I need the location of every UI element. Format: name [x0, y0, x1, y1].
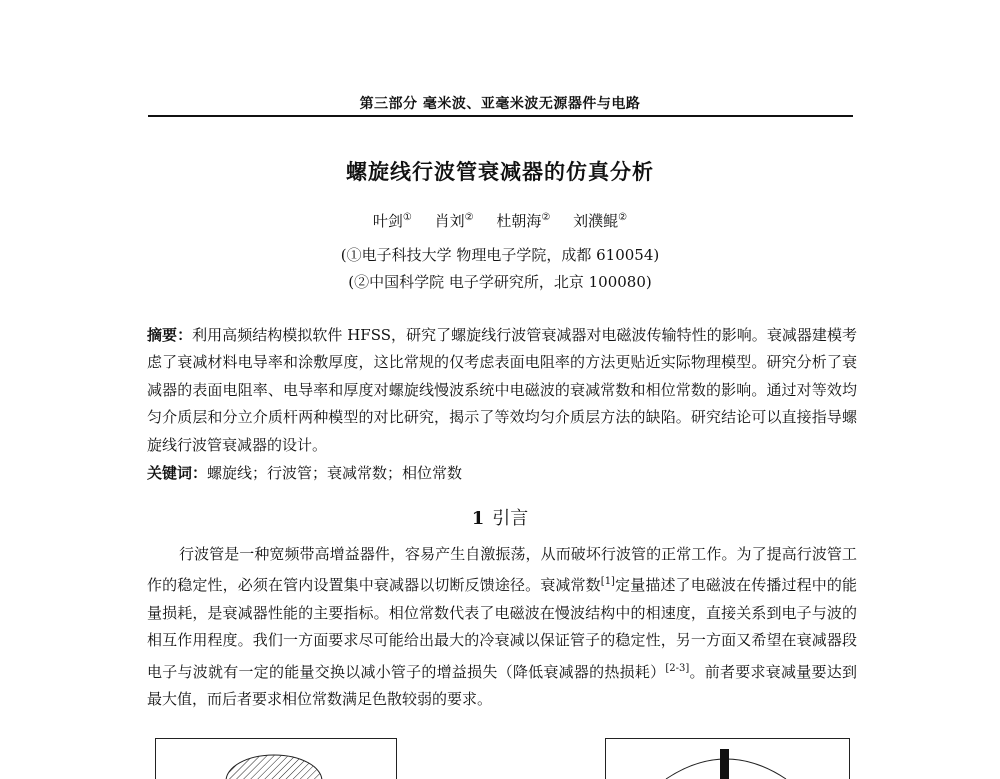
- author-list: [150, 210, 850, 231]
- author-name: 叶剑: [372, 212, 403, 230]
- figure-left-partial: [155, 738, 397, 779]
- affiliation-2: (②中国科学院 电子学研究所，北京 100080): [348, 273, 652, 291]
- discrete-rod-figure: [606, 739, 849, 779]
- hatched-circle-shape: [226, 755, 322, 779]
- intro-text-2: 定量描述了电磁波在传播过程中的能量损耗，是衰减器性能的主要指标。相位常数代表了电磁波在慢波结构中的相速度，直接关系到电子与波的相互作用程度。我们一方面要求尽可能给出最大的冷衰减以保证管子的稳定性，另一方面又希望在衰减器段电子与波就有一定的能量交换以减小管子的增益损失（降低衰减器的热损耗）: [147, 576, 857, 681]
- figure-right-partial: [605, 738, 850, 779]
- paper-title: 螺旋线行波管衰减器的仿真分析: [346, 160, 654, 184]
- affiliation-mark: ②: [541, 212, 551, 223]
- intro-text-3: 。前者要求衰减量要达到最大值，而后者要求相位常数满足色散较弱的要求。: [147, 662, 857, 709]
- author: [435, 212, 474, 230]
- keywords-label: 关键词：: [147, 464, 208, 482]
- abstract-label: 摘要：: [147, 326, 193, 344]
- author: [496, 212, 550, 230]
- author: [373, 212, 412, 230]
- author-name: 肖刘: [434, 212, 465, 230]
- attenuator-cross-section-figure: [156, 739, 396, 779]
- section-title: 引言: [492, 508, 529, 529]
- affiliation-mark: ①: [402, 212, 412, 223]
- citation-ref: [1]: [600, 576, 615, 588]
- abstract: [147, 322, 857, 459]
- section-number: 1: [471, 508, 485, 529]
- author: [573, 212, 627, 230]
- author-name: 刘濮鲲: [573, 212, 619, 230]
- intro-paragraph: [147, 541, 857, 713]
- citation-ref: [2-3]: [665, 662, 690, 674]
- header-rule: [148, 115, 853, 117]
- affiliation-mark: ②: [464, 212, 474, 223]
- affiliation-mark: ②: [618, 212, 628, 223]
- author-name: 杜朝海: [496, 212, 542, 230]
- keywords-text: 螺旋线；行波管；衰减常数；相位常数: [207, 464, 463, 482]
- section-heading: [150, 504, 850, 530]
- abstract-text: 利用高频结构模拟软件 HFSS，研究了螺旋线行波管衰减器对电磁波传输特性的影响。衰减器建模考虑了衰减材料电导率和涂敷厚度，这比常规的仅考虑表面电阻率的方法更贴近实际物理模型。研究分析了衰减器的表面电阻率、电导率和厚度对螺旋线慢波系统中电磁波的衰减常数和相位常数的影响。通过对等效均匀介质层和分立介质杆两种模型的对比研究，揭示了等效均匀介质层方法的缺陷。研究结论可以直接指导螺旋线行波管衰减器的设计。: [147, 326, 857, 454]
- affiliation-1: (①电子科技大学 物理电子学院，成都 610054): [340, 246, 660, 264]
- support-rod-shape: [720, 749, 729, 779]
- intro-text-1: 行波管是一种宽频带高增益器件，容易产生自激振荡，从而破坏行波管的正常工作。为了提高行波管工作的稳定性，必须在管内设置集中衰减器以切断反馈途径。衰减常数: [147, 545, 857, 595]
- running-head: 第三部分 毫米波、亚毫米波无源器件与电路: [359, 96, 641, 112]
- keywords: [147, 462, 857, 483]
